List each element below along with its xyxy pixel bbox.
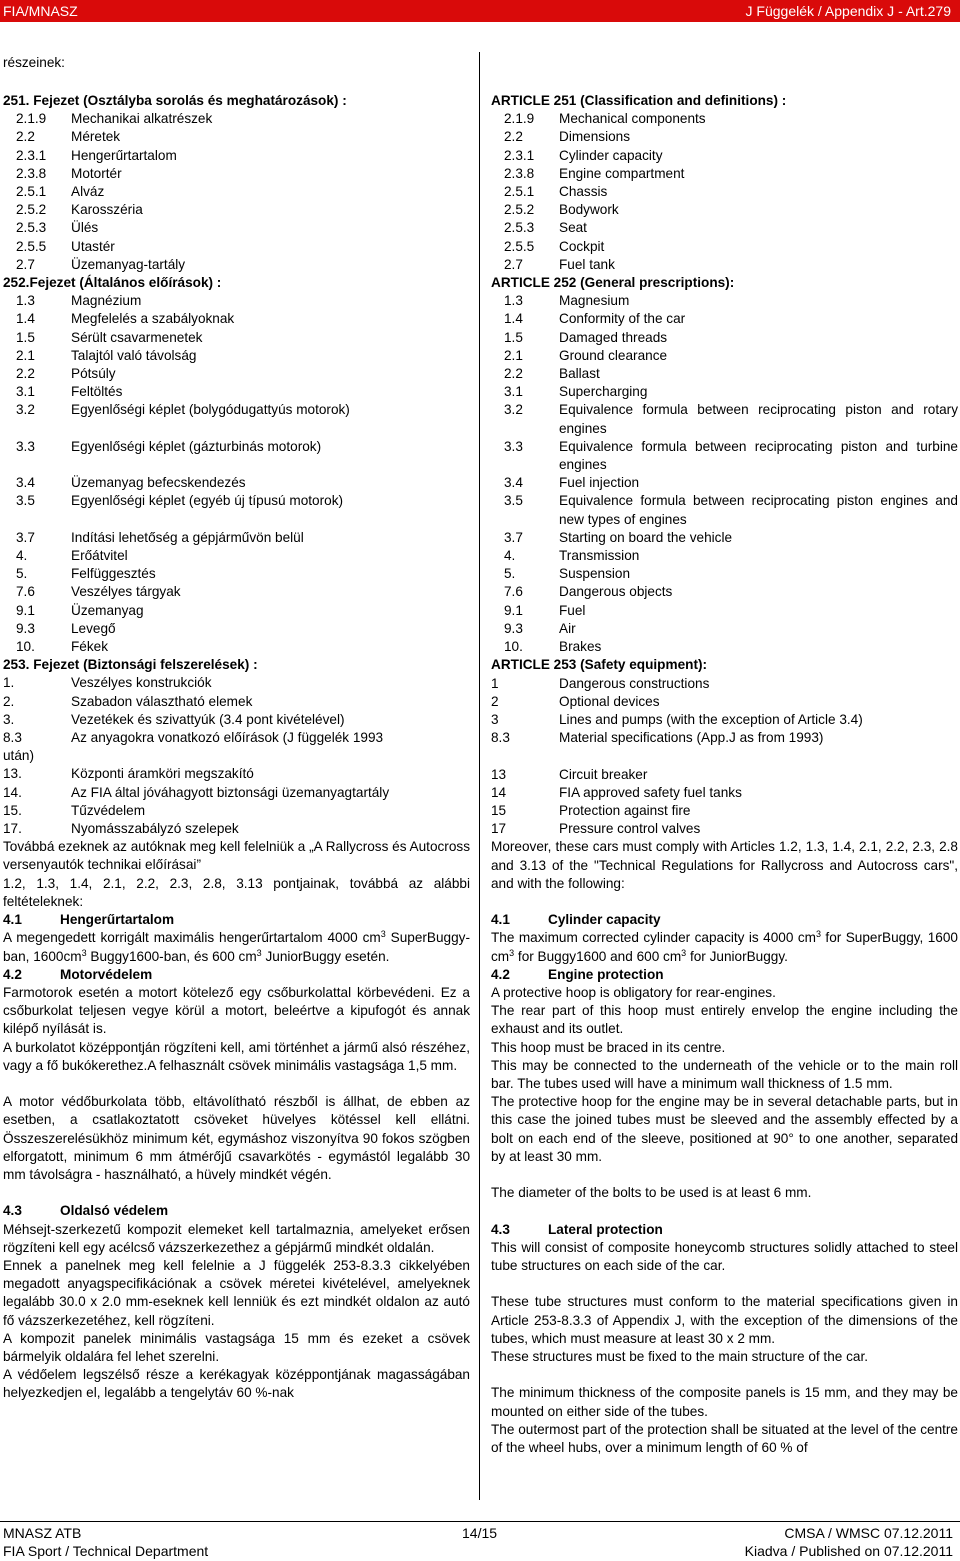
item-text: Fuel injection — [559, 475, 640, 491]
right-section-4-2-p1: A protective hoop is obligatory for rear-engines. — [491, 984, 776, 1000]
list-item — [491, 547, 958, 565]
item-text: Equivalence formula between reciprocating piston and rotary engines — [559, 402, 958, 436]
item-number: 7.6 — [16, 584, 35, 600]
section-title: Oldalsó védelem — [60, 1203, 169, 1219]
list-item — [491, 729, 958, 747]
item-text: Az FIA által jóváhagyott biztonsági üzemanyagtartály — [71, 784, 390, 800]
item-text: Magnesium — [559, 293, 630, 309]
item-number: 2.7 — [16, 256, 35, 272]
list-item — [3, 219, 470, 237]
list-item — [491, 766, 958, 784]
superscript: 3 — [380, 929, 386, 940]
item-number: 3.2 — [504, 402, 523, 418]
superscript: 3 — [815, 929, 821, 940]
list-item — [3, 638, 470, 656]
item-text: Supercharging — [559, 384, 648, 400]
section-title: Cylinder capacity — [548, 912, 661, 928]
item-text: Transmission — [559, 548, 640, 564]
list-item — [3, 765, 470, 783]
list-item — [491, 183, 958, 201]
item-text: Ülés — [71, 220, 99, 236]
left-article-252-list — [3, 292, 470, 656]
item-number: 2.3.1 — [504, 147, 535, 163]
list-item — [491, 474, 958, 492]
list-item — [491, 492, 958, 528]
list-item — [3, 729, 470, 747]
list-item — [491, 784, 958, 802]
item-number: 3.4 — [16, 475, 35, 491]
item-number: 2.2 — [504, 366, 523, 382]
list-item — [3, 492, 470, 510]
item-text: Feltöltés — [71, 384, 123, 400]
list-item — [3, 438, 470, 456]
list-item — [491, 438, 958, 474]
item-number: 2.5.2 — [504, 202, 535, 218]
list-item — [491, 128, 958, 146]
left-section-4-2-heading — [3, 966, 470, 984]
section-title: Lateral protection — [548, 1221, 663, 1237]
item-number: 8.3 — [3, 730, 22, 746]
item-text: Indítási lehetőség a gépjárművön belül — [71, 529, 304, 545]
item-text: Veszélyes tárgyak — [71, 584, 181, 600]
item-text: Protection against fire — [559, 802, 691, 818]
item-number: 3.4 — [504, 475, 523, 491]
text-part: A megengedett korrigált maximális hengerűrtartalom 4000 cm — [3, 930, 381, 946]
list-item — [3, 401, 470, 419]
list-item — [491, 583, 958, 601]
list-item — [3, 365, 470, 383]
item-text: Damaged threads — [559, 329, 668, 345]
item-number: 1.4 — [16, 311, 35, 327]
item-number: 13 — [491, 766, 507, 782]
item-number: 2.5.1 — [504, 184, 535, 200]
item-number: 2.3.8 — [504, 165, 535, 181]
item-text: Levegő — [71, 620, 116, 636]
item-text: Optional devices — [559, 693, 660, 709]
right-article-252-heading: ARTICLE 252 (General prescriptions): — [491, 275, 735, 291]
list-item — [3, 183, 470, 201]
section-number: 4.1 — [3, 912, 22, 928]
item-text: Cockpit — [559, 238, 605, 254]
section-number: 4.2 — [3, 966, 22, 982]
item-text: Chassis — [559, 184, 608, 200]
left-section-4-1-text — [3, 929, 470, 965]
item-text: Fuel tank — [559, 256, 615, 272]
list-item — [3, 711, 470, 729]
item-number: 3 — [491, 711, 499, 727]
right-article-253-list — [491, 675, 958, 839]
item-text: Felfüggesztés — [71, 566, 156, 582]
item-text: Központi áramköri megszakító — [71, 766, 254, 782]
superscript: 3 — [509, 947, 515, 958]
item-number: 2.1.9 — [504, 111, 535, 127]
item-number: 7.6 — [504, 584, 523, 600]
item-number: 3.3 — [504, 438, 523, 454]
item-text: Erőátvitel — [71, 548, 128, 564]
list-item — [3, 310, 470, 328]
item-text: Fékek — [71, 639, 109, 655]
right-section-4-3-p5: The outermost part of the protection shall be situated at the level of the centre of the wheel hubs, over a minimum length of 60 % of — [491, 1421, 958, 1455]
section-title: Engine protection — [548, 966, 664, 982]
list-item — [491, 401, 958, 437]
item-number: 2.3.8 — [16, 165, 47, 181]
text-part: JuniorBuggy esetén. — [265, 948, 390, 964]
list-item — [491, 529, 958, 547]
item-text: Magnézium — [71, 293, 142, 309]
list-item — [3, 128, 470, 146]
list-item — [491, 711, 958, 729]
item-number: 17 — [491, 821, 507, 837]
right-section-4-1-text — [491, 929, 958, 965]
footer-left-2: FIA Sport / Technical Department — [3, 1543, 209, 1559]
list-item — [3, 693, 470, 711]
item-text: Mechanikai alkatrészek — [71, 111, 213, 127]
item-number: 1.5 — [504, 329, 523, 345]
item-number: 2.1 — [16, 347, 35, 363]
item-number: 9.1 — [16, 602, 35, 618]
item-number: 3. — [3, 711, 15, 727]
item-text: Az anyagokra vonatkozó előírások (J függelék 1993 — [71, 730, 384, 746]
item-number: 2 — [491, 693, 499, 709]
item-number: 2.2 — [16, 129, 35, 145]
left-further-text-2: 1.2, 1.3, 1.4, 2.1, 2.2, 2.3, 2.8, 3.13 pontjainak, továbbá az alábbi feltételeknek: — [3, 875, 470, 909]
item-text: Veszélyes konstrukciók — [71, 675, 212, 691]
item-number: 3.1 — [16, 384, 35, 400]
item-text: Tűzvédelem — [71, 802, 146, 818]
list-item — [491, 292, 958, 310]
list-item — [491, 620, 958, 638]
item-number: 1. — [3, 675, 15, 691]
text-part: for Buggy1600 and 600 cm — [514, 948, 682, 964]
left-article-252-heading: 252.Fejezet (Általános előírások) : — [3, 275, 222, 291]
list-item — [3, 110, 470, 128]
item-number: 2.5.1 — [16, 184, 47, 200]
item-text: Lines and pumps (with the exception of Article 3.4) — [559, 711, 863, 727]
right-section-4-2-p2: The rear part of this hoop must entirely envelop the engine including the exhaust and its outlet. — [491, 1003, 958, 1037]
item-number: 9.3 — [16, 620, 35, 636]
item-text: FIA approved safety fuel tanks — [559, 784, 742, 800]
left-article-251-heading: 251. Fejezet (Osztályba sorolás és meghatározások) : — [3, 93, 347, 108]
item-text: Üzemanyag-tartály — [71, 256, 186, 272]
text-part: Buggy1600-ban, és 600 cm — [86, 948, 257, 964]
item-number: 14. — [3, 784, 22, 800]
item-text: Pótsúly — [71, 366, 116, 382]
list-item — [3, 292, 470, 310]
superscript: 3 — [256, 947, 262, 958]
item-number: 3.2 — [16, 402, 35, 418]
item-text: Ballast — [559, 366, 600, 382]
item-number: 10. — [504, 639, 523, 655]
item-text: Equivalence formula between reciprocating piston engines and new types of engines — [559, 493, 958, 527]
right-article-251-heading: ARTICLE 251 (Classification and definitions) : — [491, 93, 787, 108]
item-text: Nyomásszabályzó szelepek — [71, 821, 239, 837]
item-number: 3.1 — [504, 384, 523, 400]
right-section-4-2-p4: This may be connected to the underneath of the vehicle or to the main roll bar. The tubes used will have a minimum wall thickness of 1.5 mm. — [491, 1057, 958, 1091]
item-number: 2.5.3 — [504, 220, 535, 236]
list-item — [491, 638, 958, 656]
list-item — [3, 674, 470, 692]
list-item — [3, 201, 470, 219]
list-item — [491, 602, 958, 620]
superscript: 3 — [81, 947, 87, 958]
section-number: 4.1 — [491, 912, 510, 928]
right-section-4-3-heading — [491, 1221, 958, 1239]
item-number: 15 — [491, 802, 507, 818]
right-column — [491, 92, 958, 1457]
list-item — [491, 219, 958, 237]
list-item — [491, 675, 958, 693]
list-item — [3, 165, 470, 183]
item-number: 9.1 — [504, 602, 523, 618]
list-item — [491, 820, 958, 838]
item-number: 5. — [504, 566, 516, 582]
list-item — [3, 602, 470, 620]
left-section-4-3-p4: A védőelem legszélső része a kerékagyak középpontjának magasságában helyezkedjen el, legalább a tengelytáv 60 %-nak — [3, 1367, 470, 1401]
item-number: 4. — [504, 548, 516, 564]
intro-text: részeinek: — [3, 55, 65, 70]
item-text: Talajtól való távolság — [71, 347, 197, 363]
item-text: Üzemanyag befecskendezés — [71, 475, 246, 491]
left-section-4-2-p1: Farmotorok esetén a motort kötelező egy csőburkolattal körbevédeni. Ez a csőburkolat teljesen vegye körül a motort, beleértve a kipufogót és annak kilépő nyílását is. — [3, 984, 470, 1037]
item-number: 1 — [491, 675, 499, 691]
list-item — [3, 238, 470, 256]
item-text: Suspension — [559, 566, 631, 582]
list-item — [491, 165, 958, 183]
item-text: Szabadon választható elemek — [71, 693, 253, 709]
item-text: Conformity of the car — [559, 311, 686, 327]
item-number: 2.7 — [504, 256, 523, 272]
item-text: Dangerous constructions — [559, 675, 710, 691]
text-part: for JuniorBuggy. — [686, 948, 788, 964]
item-text: Circuit breaker — [559, 766, 648, 782]
item-text: után) — [3, 748, 34, 764]
item-text: Megfelelés a szabályoknak — [71, 311, 235, 327]
list-item — [3, 474, 470, 492]
item-text: Pressure control valves — [559, 821, 701, 837]
right-section-4-3-p2: These tube structures must conform to the material specifications given in Article 253-8.3.3 of Appendix J, with the exception of the dimensions of the tubes, which must measure at least 30 x 2 mm. — [491, 1294, 958, 1346]
right-section-4-2-p6: The diameter of the bolts to be used is at least 6 mm. — [491, 1185, 812, 1201]
right-section-4-3-p4: The minimum thickness of the composite panels is 15 mm, and they may be mounted on either side of the tubes. — [491, 1385, 958, 1419]
column-divider — [479, 52, 480, 1500]
item-text: Equivalence formula between reciprocating piston and turbine engines — [559, 438, 958, 473]
item-number: 3.7 — [504, 529, 523, 545]
left-section-4-2-p3: A motor védőburkolata több, eltávolítható részből is állhat, de ebben az esetben, a csatlakoztatott csöveket hüvelyes kötéssel kell ellátni. Összeszerelésükhöz minimum két, egymáshoz viszonyítva 90 fokos szögben elforgatott, minimum 6 mm átmérőjű csavarkötés - egymástól legalább 30 mm távolságra - használható, a hüvely mindkét végén. — [3, 1094, 470, 1182]
item-number: 8.3 — [491, 730, 510, 746]
right-article-251-list — [491, 110, 958, 274]
item-number: 9.3 — [504, 620, 523, 636]
left-section-4-2-p2: A burkolatot középpontján rögzíteni kell, ami történhet a jármű alsó részéhez, vagy a fő bukókerethez.A felhasznált csövek minimális vastagsága 1,5 mm. — [3, 1039, 470, 1073]
list-item — [3, 347, 470, 365]
left-section-4-3-p3: A kompozit panelek minimális vastagsága 15 mm és ezeket a csövek bármelyik oldalára fel lehet szerelni. — [3, 1330, 470, 1364]
list-item — [3, 383, 470, 401]
footer-right-2: Kiadva / Published on 07.12.2011 — [744, 1543, 953, 1559]
item-number: 2.2 — [504, 129, 523, 145]
item-number: 14 — [491, 784, 507, 800]
item-text: Egyenlőségi képlet (egyéb új típusú motorok) — [71, 493, 344, 509]
right-section-4-3-p3: These structures must be fixed to the main structure of the car. — [491, 1348, 869, 1364]
list-item — [491, 693, 958, 711]
left-article-253-list — [3, 674, 470, 838]
footer-right-1: CMSA / WMSC 07.12.2011 — [784, 1525, 953, 1541]
left-section-4-1-heading — [3, 911, 470, 929]
left-section-4-3-p1: Méhsejt-szerkezetű kompozit elemeket kell tartalmaznia, amelyeket erősen rögzíteni kell egy acélcső vázszerkezethez a gépjármű mindkét oldalán. — [3, 1221, 470, 1255]
item-number: 1.3 — [16, 293, 35, 309]
list-item — [491, 110, 958, 128]
item-text: Üzemanyag — [71, 602, 144, 618]
list-item — [491, 383, 958, 401]
item-text: Material specifications (App.J as from 1993) — [559, 730, 824, 746]
item-number: 17. — [3, 821, 22, 837]
list-item — [491, 347, 958, 365]
item-text: Engine compartment — [559, 165, 685, 181]
item-text: Karosszéria — [71, 202, 143, 218]
item-number: 2.5.2 — [16, 202, 47, 218]
right-further-text: Moreover, these cars must comply with Articles 1.2, 1.3, 1.4, 2.1, 2.2, 2.3, 2.8 and 3.13 of the "Technical Regulations for Rallycross and Autocross cars", and with the following: — [491, 839, 958, 891]
list-item — [491, 329, 958, 347]
list-item — [3, 529, 470, 547]
item-number: 3.7 — [16, 529, 35, 545]
item-number: 1.4 — [504, 311, 523, 327]
list-item — [3, 565, 470, 583]
item-text: Bodywork — [559, 202, 619, 218]
list-item — [3, 256, 470, 274]
item-number: 1.5 — [16, 329, 35, 345]
item-number: 2.1 — [504, 347, 523, 363]
item-text: Air — [559, 620, 576, 636]
item-number: 2.5.3 — [16, 220, 47, 236]
list-item — [3, 784, 470, 802]
item-number: 2.2 — [16, 366, 35, 382]
right-section-4-2-heading — [491, 966, 958, 984]
list-item — [491, 310, 958, 328]
section-title: Hengerűrtartalom — [60, 912, 175, 928]
text-part: SuperBuggy-ban, 1600cm — [3, 930, 470, 964]
item-number: 2.5.5 — [504, 238, 535, 254]
item-text: Brakes — [559, 639, 602, 655]
list-item — [3, 747, 470, 765]
item-text: Vezetékek és szivattyúk (3.4 pont kivételével) — [71, 711, 345, 727]
page-footer — [0, 1521, 960, 1561]
item-number: 3.5 — [16, 493, 35, 509]
list-item — [491, 365, 958, 383]
item-number: 3.5 — [504, 493, 523, 509]
text-part: The maximum corrected cylinder capacity is 4000 cm — [491, 930, 816, 946]
item-text: Alváz — [71, 184, 105, 200]
item-text: Dimensions — [559, 129, 631, 145]
item-number: 5. — [16, 566, 28, 582]
item-text: Utastér — [71, 238, 115, 254]
left-section-4-3-heading — [3, 1202, 470, 1220]
item-text: Dangerous objects — [559, 584, 673, 600]
text-part: for SuperBuggy, 1600 cm — [491, 930, 958, 964]
item-text: Cylinder capacity — [559, 147, 663, 163]
left-article-251-list — [3, 110, 470, 274]
list-item — [3, 620, 470, 638]
list-item — [491, 238, 958, 256]
list-item — [3, 547, 470, 565]
section-title: Motorvédelem — [60, 966, 153, 982]
header-right: J Függelék / Appendix J - Art.279 — [745, 3, 951, 19]
item-number: 2.3.1 — [16, 147, 47, 163]
item-number: 2.5.5 — [16, 238, 47, 254]
list-item — [491, 256, 958, 274]
page-header — [0, 0, 960, 22]
list-item — [3, 802, 470, 820]
superscript: 3 — [681, 947, 687, 958]
list-item — [491, 147, 958, 165]
left-section-4-3-p2: Ennek a panelnek meg kell felelnie a J függelék 253-8.3.3 cikkelyében megadott anyagspecifikációnak a csövek méretei kivételével, amelyeknek legalább 30.0 x 2.0 mm-eseknek kell lenniük és ezt mindkét oldalon az autó fő vázszerkezetéhez, kell rögzíteni. — [3, 1257, 470, 1328]
item-number: 10. — [16, 639, 35, 655]
right-section-4-1-heading — [491, 911, 958, 929]
item-text: Fuel — [559, 602, 586, 618]
item-text: Seat — [559, 220, 587, 236]
item-number: 1.3 — [504, 293, 523, 309]
right-section-4-2-p3: This hoop must be braced in its centre. — [491, 1039, 726, 1055]
list-item — [3, 583, 470, 601]
header-left: FIA/MNASZ — [3, 3, 78, 19]
left-further-text: Továbbá ezeknek az autóknak meg kell felelniük a „A Rallycross és Autocross versenyautók technikai előírásai” — [3, 839, 470, 873]
right-article-252-list — [491, 292, 958, 656]
section-number: 4.3 — [491, 1221, 510, 1237]
section-number: 4.2 — [491, 966, 510, 982]
item-text: Méretek — [71, 129, 121, 145]
item-text: Mechanical components — [559, 111, 706, 127]
left-column — [3, 92, 470, 1403]
item-number: 13. — [3, 766, 22, 782]
list-item — [3, 820, 470, 838]
item-number: 2. — [3, 693, 15, 709]
footer-left-1: MNASZ ATB — [3, 1525, 82, 1541]
item-number: 15. — [3, 802, 22, 818]
item-text: Egyenlőségi képlet (bolygódugattyús motorok) — [71, 402, 350, 418]
item-text: Starting on board the vehicle — [559, 529, 733, 545]
list-item — [3, 329, 470, 347]
item-text: Egyenlőségi képlet (gázturbinás motorok) — [71, 438, 322, 454]
item-text: Sérült csavarmenetek — [71, 329, 203, 345]
item-number: 4. — [16, 548, 28, 564]
right-article-253-heading: ARTICLE 253 (Safety equipment): — [491, 657, 708, 673]
left-article-253-heading: 253. Fejezet (Biztonsági felszerelések) : — [3, 657, 258, 673]
section-number: 4.3 — [3, 1203, 22, 1219]
item-text: Motortér — [71, 165, 122, 181]
list-item — [491, 802, 958, 820]
item-text: Hengerűrtartalom — [71, 147, 177, 163]
item-number: 2.1.9 — [16, 111, 47, 127]
item-number: 3.3 — [16, 438, 35, 454]
list-item — [491, 565, 958, 583]
right-section-4-2-p5: The protective hoop for the engine may be in several detachable parts, but in this case the joined tubes must be sleeved and the assembly effected by a bolt on each end of the sleeve, positioned at 90° to one another, separated by at least 30 mm. — [491, 1094, 958, 1164]
right-section-4-3-p1: This will consist of composite honeycomb structures solidly attached to steel tube structures on each side of the car. — [491, 1239, 958, 1273]
list-item — [491, 201, 958, 219]
list-item — [3, 147, 470, 165]
item-text: Ground clearance — [559, 347, 668, 363]
footer-page-number: 14/15 — [462, 1525, 498, 1541]
